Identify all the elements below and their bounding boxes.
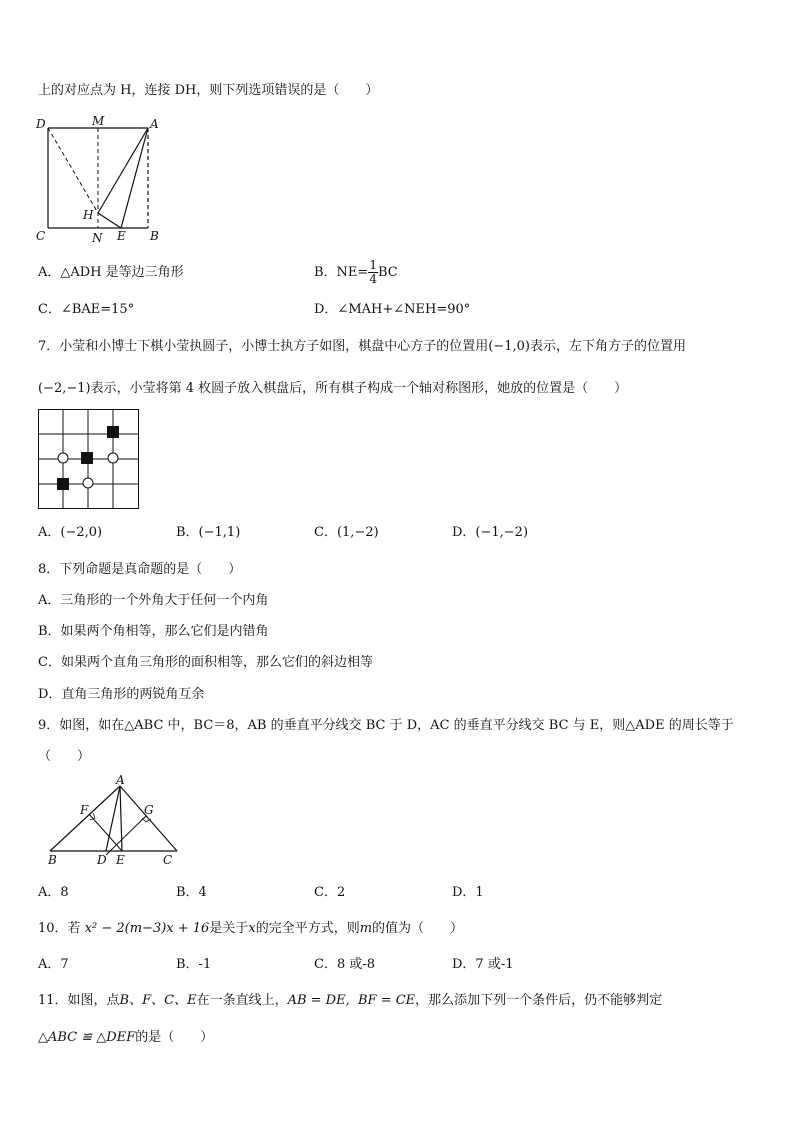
q9-option-c[interactable]: C．2 xyxy=(314,885,346,900)
q10-option-b[interactable]: B．-1 xyxy=(176,957,212,972)
circle-piece xyxy=(108,453,118,463)
q6-option-c[interactable]: C．∠BAE=15° xyxy=(38,302,135,317)
q10-stem xyxy=(38,920,463,938)
q11-prefix: 11．如图，点 xyxy=(38,993,120,1008)
q9-option-d[interactable]: D．1 xyxy=(452,885,484,900)
label-M: M xyxy=(92,114,105,128)
q6-option-a[interactable]: A．△ADH 是等边三角形 xyxy=(38,265,184,280)
q10-var-m: m xyxy=(359,921,373,936)
q11-stem-line2 xyxy=(38,1029,213,1047)
label-N: N xyxy=(92,231,103,245)
q9-stem-line1: 9．如图，如在△ABC 中，BC＝8，AB 的垂直平分线交 BC 于 D，AC 的垂直平分线交 BC 与 E，则△ADE 的周长等于 xyxy=(38,718,734,733)
square-piece xyxy=(81,452,93,464)
q6-option-b-suffix: BC xyxy=(377,265,398,280)
q11-stem-line1 xyxy=(38,992,662,1010)
q9-option-a[interactable]: A．8 xyxy=(38,885,69,900)
q7-go-board-figure xyxy=(38,409,140,510)
square-piece xyxy=(57,478,69,490)
label-E: E xyxy=(117,229,126,243)
q11-mid: 在一条直线上， xyxy=(196,993,288,1008)
q8-option-c[interactable]: C．如果两个直角三角形的面积相等，那么它们的斜边相等 xyxy=(38,655,373,670)
q7-option-c[interactable]: C．(1,−2) xyxy=(314,525,379,540)
q10-option-a[interactable]: A．7 xyxy=(38,957,69,972)
label-D: D xyxy=(36,117,46,131)
q10-var-x: x xyxy=(248,921,256,936)
q11-points: B、F、C、E xyxy=(119,993,197,1008)
q7-option-d[interactable]: D．(−1,−2) xyxy=(452,525,529,540)
circle-piece xyxy=(58,453,68,463)
square-piece xyxy=(107,426,119,438)
label-F: F xyxy=(80,803,89,817)
label-E: E xyxy=(116,853,125,867)
q6-option-b[interactable] xyxy=(314,256,398,290)
label-B: B xyxy=(48,853,57,867)
q6-square-figure xyxy=(30,112,170,247)
label-A: A xyxy=(116,773,125,787)
q7-option-b[interactable]: B．(−1,1) xyxy=(176,525,241,540)
q11-suffix: ，那么添加下列一个条件后，仍不能够判定 xyxy=(415,993,663,1008)
label-D: D xyxy=(97,853,107,867)
label-C: C xyxy=(163,853,173,867)
q10-mid: 是关于 xyxy=(209,921,249,936)
label-G: G xyxy=(144,803,154,817)
q10-option-c[interactable]: C．8 或-8 xyxy=(314,957,376,972)
label-B: B xyxy=(150,229,159,243)
q7-stem-line1: 7．小莹和小博士下棋小莹执圆子，小博士执方子如图，棋盘中心方子的位置用(−1,0)表示，左下角方子的位置用 xyxy=(38,339,686,354)
q8-stem: 8．下列命题是真命题的是（ ） xyxy=(38,562,242,577)
q6-stem-tail: 上的对应点为 H，连接 DH，则下列选项错误的是（ ） xyxy=(38,83,379,98)
q6-option-d[interactable]: D．∠MAH+∠NEH=90° xyxy=(314,302,471,317)
q11-congruence: △ABC ≌ △DEF xyxy=(38,1030,136,1045)
q10-option-d[interactable]: D．7 或-1 xyxy=(452,957,514,972)
q11-line2-suffix: 的是（ ） xyxy=(135,1030,214,1045)
fraction-one-quarter xyxy=(368,259,378,286)
q9-option-b[interactable]: B．4 xyxy=(176,885,207,900)
q11-condition-2: BF = CE xyxy=(358,993,416,1008)
q10-prefix: 10．若 xyxy=(38,921,85,936)
q8-option-b[interactable]: B．如果两个角相等，那么它们是内错角 xyxy=(38,624,269,639)
label-A: A xyxy=(150,117,159,131)
q8-option-a[interactable]: A．三角形的一个外角大于任何一个内角 xyxy=(38,593,269,608)
q11-condition-1: AB = DE, xyxy=(287,993,350,1008)
circle-piece xyxy=(83,478,93,488)
q8-option-d[interactable]: D．直角三角形的两锐角互余 xyxy=(38,687,205,702)
q9-triangle-figure xyxy=(40,772,190,867)
q6-option-b-prefix: B．NE= xyxy=(314,265,369,280)
fraction-numerator: 1 xyxy=(369,258,377,272)
q10-expression: x² − 2(m−3)x + 16 xyxy=(84,921,210,936)
q7-option-a[interactable]: A．(−2,0) xyxy=(38,525,103,540)
q7-stem-line2: (−2,−1)表示，小莹将第 4 枚圆子放入棋盘后，所有棋子构成一个轴对称图形，她放的位置是（ ） xyxy=(38,381,628,396)
q10-mid2: 的完全平方式，则 xyxy=(255,921,360,936)
fraction-denominator: 4 xyxy=(369,272,377,286)
q9-stem-line2: （ ） xyxy=(38,749,91,764)
label-C: C xyxy=(36,229,46,243)
q10-suffix: 的值为（ ） xyxy=(372,921,464,936)
label-H: H xyxy=(83,208,94,222)
